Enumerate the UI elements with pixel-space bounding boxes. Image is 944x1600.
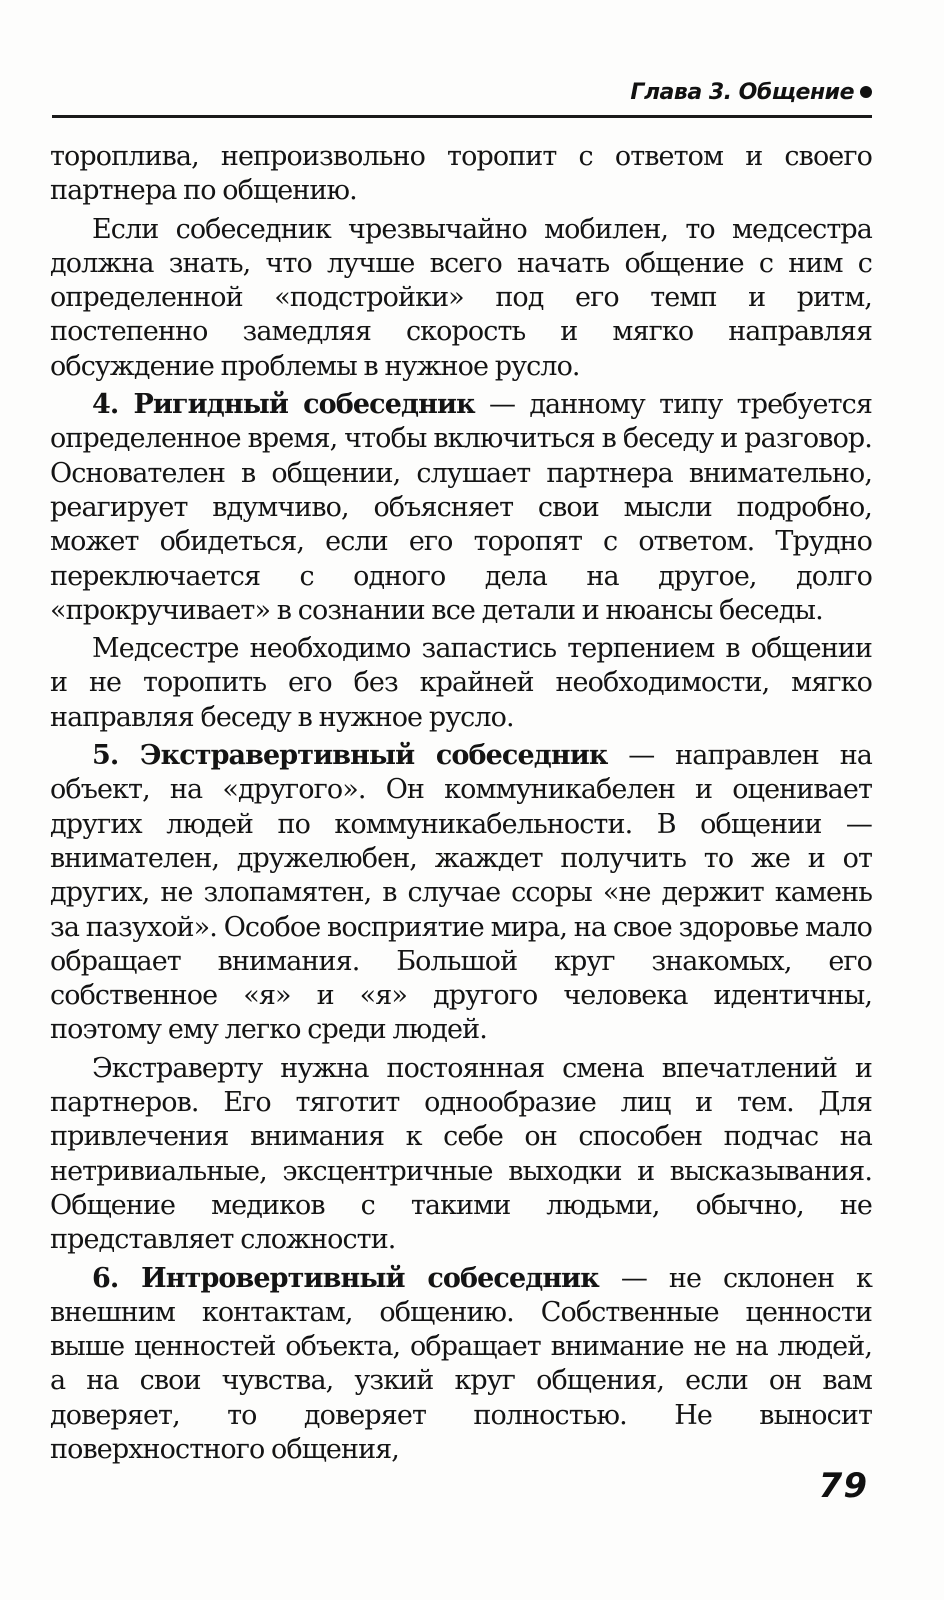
header-rule — [52, 115, 872, 118]
paragraph-4: Медсестре необходимо запастись терпением в общении и не торопить его без крайней необходимости, мягко направляя беседу в нужное русло. — [50, 633, 872, 733]
bullet-icon — [860, 86, 872, 98]
body-text — [50, 140, 872, 1467]
paragraph-3 — [50, 388, 872, 628]
paragraph-5 — [50, 739, 872, 1048]
paragraph-6: Экстраверту нужна постоянная смена впечатлений и партнеров. Его тяготит однообразие лиц и тем. Для привлечения внимания к себе он способен подчас на нетривиальные, эксцентричные выходки и высказывания. Общение медиков с такими людьми, обычно, не представляет сложности. — [50, 1052, 872, 1256]
paragraph-5-text: — направлен на объект, на «другого». Он коммуникабелен и оценивает других людей по коммуникабельности. В общении — внимателен, дружелюбен, жаждет получить то же и от других, не злопамятен, в случае ссоры «не держит камень за пазухой». Особое восприятие мира, на свое здоровье мало обращает внимания. Большой круг знакомых, его собственное «я» и «я» другого человека идентичны, поэтому ему легко среди людей. — [50, 740, 872, 1046]
chapter-title: Глава 3. Общение — [630, 80, 854, 105]
paragraph-2: Если собеседник чрезвычайно мобилен, то медсестра должна знать, что лучше всего начать общение с ним с определенной «подстройки» под его темп и ритм, постепенно замедляя скорость и мягко направляя обсуждение проблемы в нужное русло. — [50, 213, 872, 382]
paragraph-7-text: — не склонен к внешним контактам, общению. Собственные ценности выше ценностей объекта, обращает внимание не на людей, а на свои чувства, узкий круг общения, если он вам доверяет, то доверяет полностью. Не выносит поверхностного общения, — [50, 1262, 872, 1465]
paragraph-3-text: — данному типу требуется определенное время, чтобы включиться в беседу и разговор. Основателен в общении, слушает партнера внимательно, реагирует вдумчиво, объясняет свои мысли подробно, может обидеться, если его торопят с ответом. Трудно переключается с одного дела на другое, долго «прокручивает» в сознании все детали и нюансы беседы. — [50, 389, 872, 626]
term-introvert: 6. Интровертивный собеседник — [92, 1262, 599, 1294]
paragraph-1: тороплива, непроизвольно торопит с ответом и своего партнера по общению. — [50, 141, 872, 207]
running-head — [52, 80, 872, 106]
term-rigid: 4. Ригидный собеседник — [92, 389, 475, 421]
page-number: 79 — [818, 1466, 868, 1506]
term-extravert: 5. Экстравертивный собеседник — [92, 740, 608, 772]
paragraph-7 — [50, 1262, 872, 1468]
